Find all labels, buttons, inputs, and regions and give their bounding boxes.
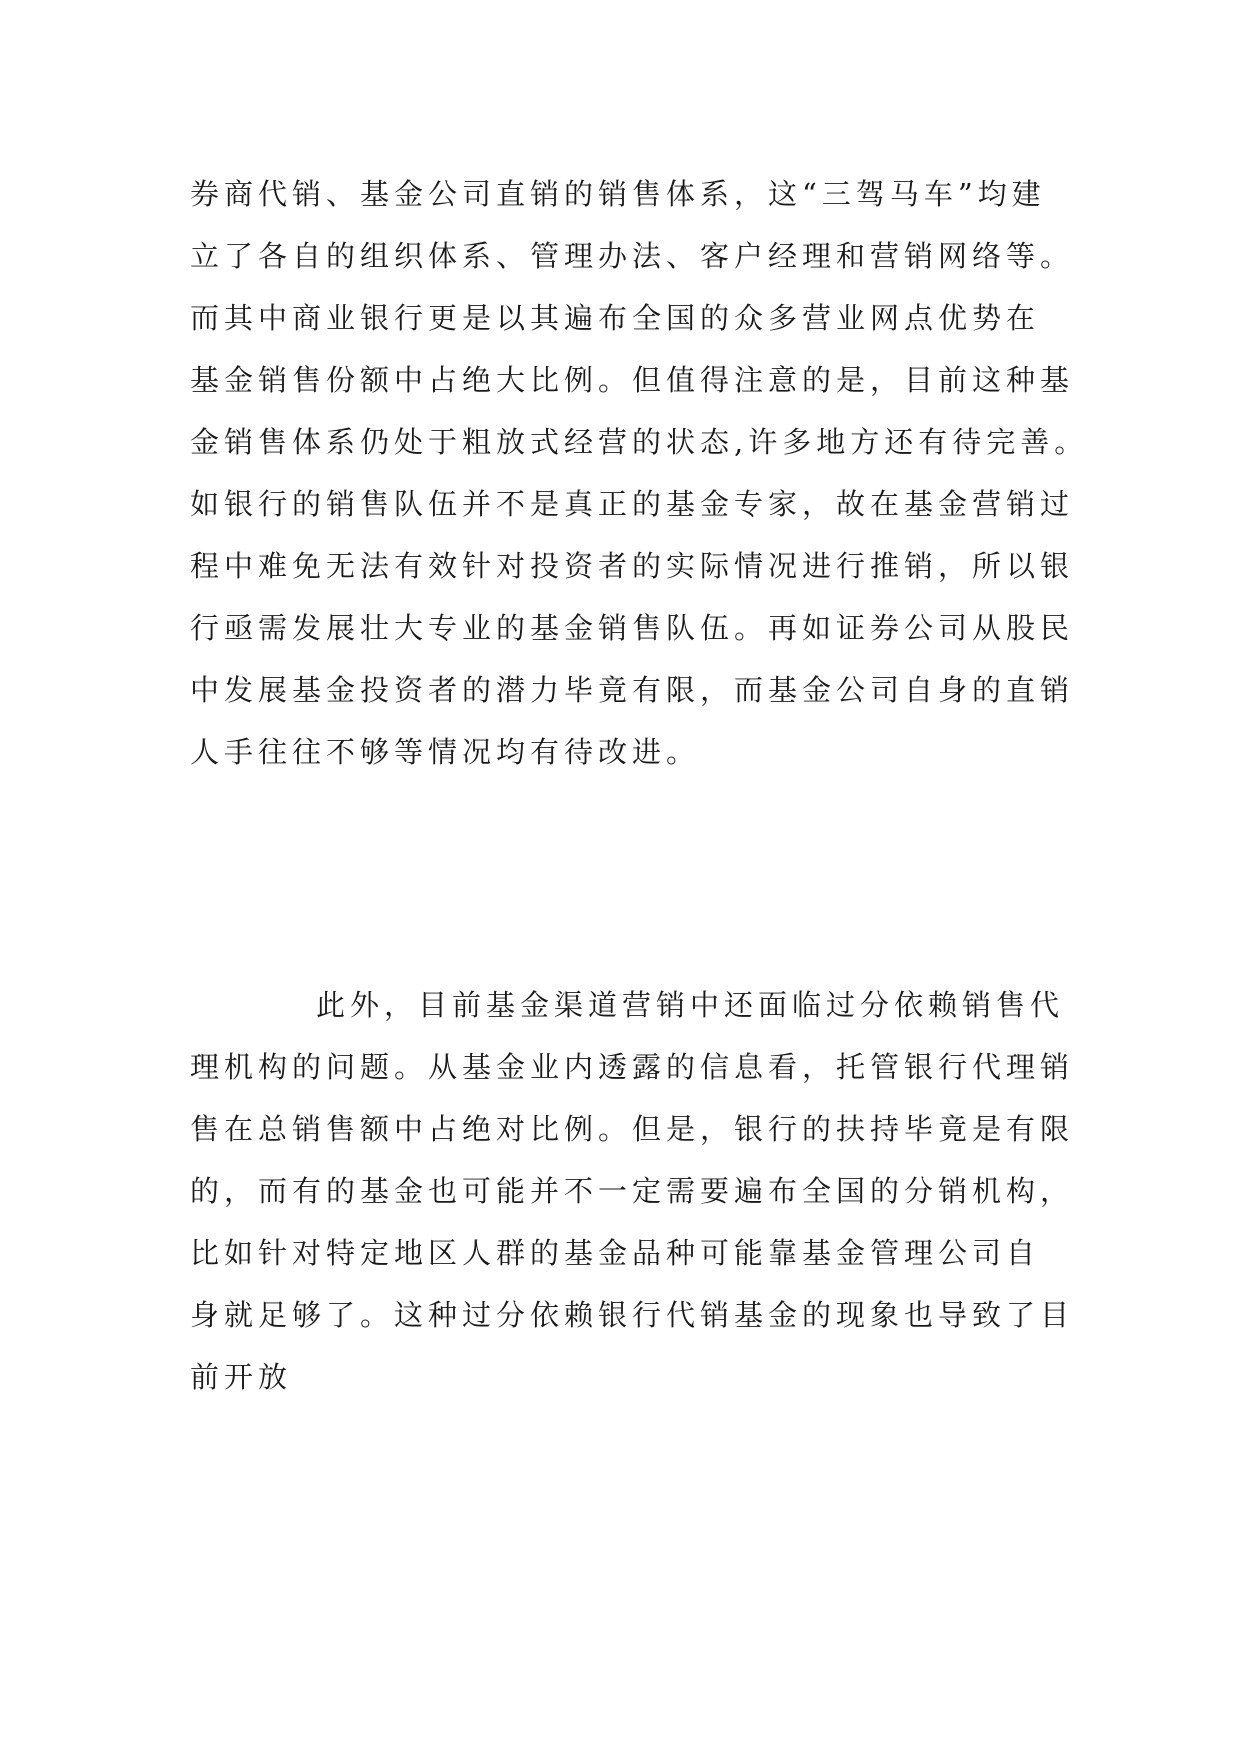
text-line: 比如针对特定地区人群的基金品种可能靠基金管理公司自: [190, 1236, 1041, 1270]
text-line: 售在总销售额中占绝对比例。但是，银行的扶持毕竟是有限: [190, 1112, 1075, 1146]
text-line: 基金销售份额中占绝大比例。但值得注意的是，目前这种基: [190, 363, 1075, 397]
text-line-content: 此外，目前基金渠道营销中还面临过分依赖销售代: [316, 988, 1065, 1022]
text-line: 前开放: [190, 1360, 293, 1394]
paragraph-1: [190, 163, 1089, 783]
text-line: 人手往往不够等情况均有待改进。: [190, 735, 701, 769]
text-line: 行亟需发展壮大专业的基金销售队伍。再如证券公司从股民: [190, 611, 1075, 645]
text-line: 立了各自的组织体系、管理办法、客户经理和营销网络等。: [190, 239, 1075, 273]
text-line: 而其中商业银行更是以其遍布全国的众多营业网点优势在: [190, 301, 1041, 335]
text-line: 如银行的销售队伍并不是真正的基金专家，故在基金营销过: [190, 487, 1075, 521]
text-line: 券商代销、基金公司直销的销售体系，这“三驾马车”均建: [190, 177, 1046, 211]
text-line: 金销售体系仍处于粗放式经营的状态,许多地方还有待完善。: [190, 425, 1089, 459]
text-line-first: [190, 974, 1070, 1036]
paragraph-2: [190, 974, 1075, 1408]
text-line: 身就足够了。这种过分依赖银行代销基金的现象也导致了目: [190, 1298, 1075, 1332]
text-line: 程中难免无法有效针对投资者的实际情况进行推销，所以银: [190, 549, 1075, 583]
text-line: 理机构的问题。从基金业内透露的信息看，托管银行代理销: [190, 1050, 1075, 1084]
text-line: 中发展基金投资者的潜力毕竟有限，而基金公司自身的直销: [190, 673, 1075, 707]
text-line: 的，而有的基金也可能并不一定需要遍布全国的分销机构，: [190, 1174, 1075, 1208]
